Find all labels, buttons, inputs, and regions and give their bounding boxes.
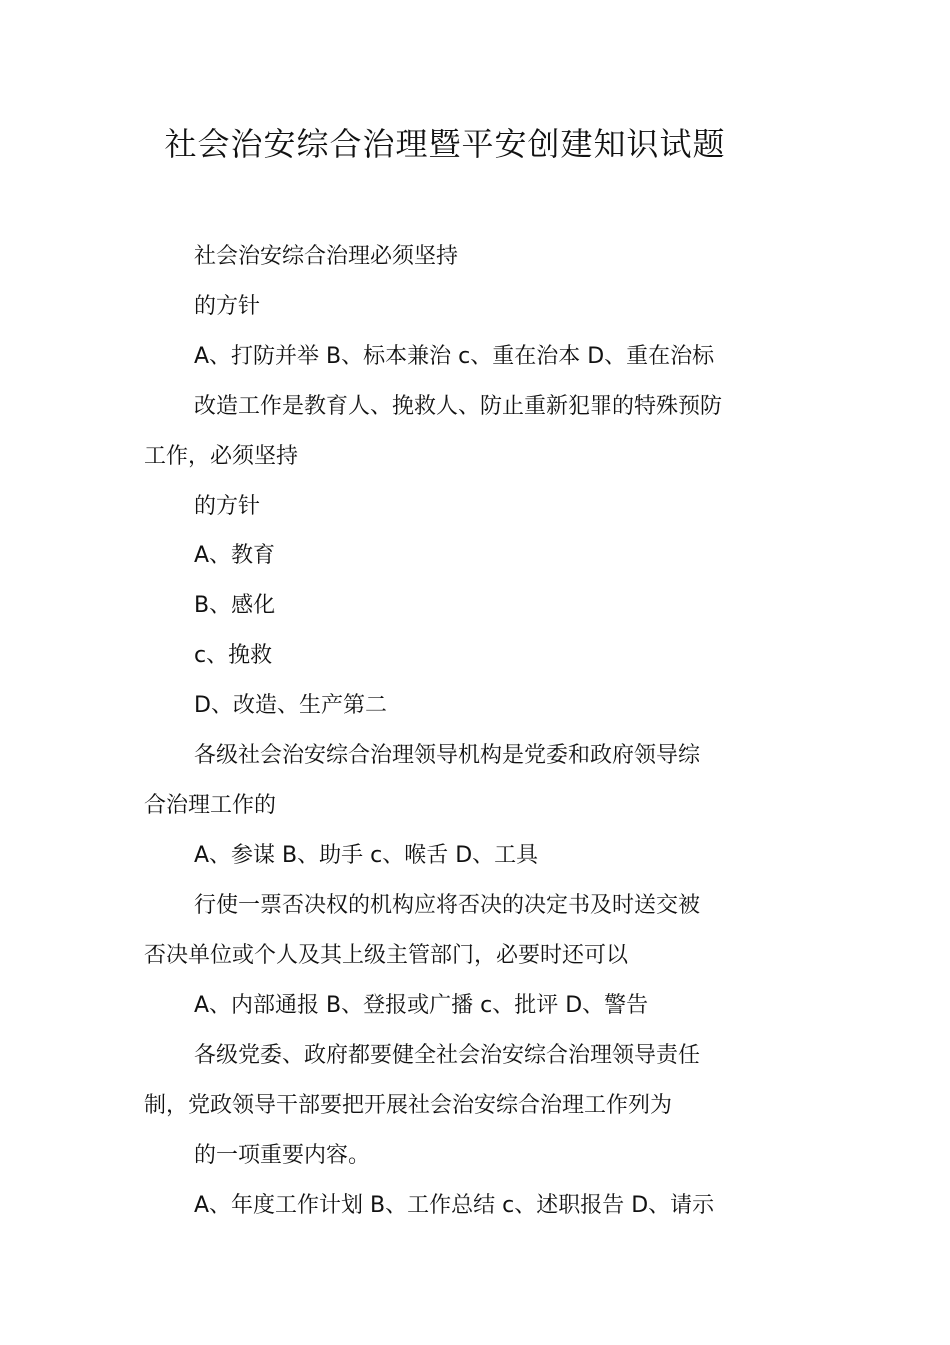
question-2-option-c: c、挽救 — [194, 643, 273, 668]
question-4-options: A、内部通报 B、登报或广播 c、批评 D、警告 — [194, 993, 649, 1018]
question-2-option-a: A、教育 — [194, 543, 276, 568]
question-5-text-end: 的一项重要内容。 — [194, 1143, 371, 1168]
document-title: 社会治安综合治理暨平安创建知识试题 — [164, 125, 726, 163]
question-2-text-end: 的方针 — [194, 494, 261, 519]
question-4-text: 行使一票否决权的机构应将否决的决定书及时送交被 — [194, 893, 701, 918]
question-2-text-cont: 工作，必须坚持 — [144, 444, 299, 469]
question-5-text: 各级党委、政府都要健全社会治安综合治理领导责任 — [194, 1043, 701, 1068]
question-5-text-cont: 制，党政领导干部要把开展社会治安综合治理工作列为 — [144, 1093, 673, 1118]
question-3-text: 各级社会治安综合治理领导机构是党委和政府领导综 — [194, 743, 701, 768]
question-2-option-d: D、改造、生产第二 — [194, 693, 387, 718]
question-5-options: A、年度工作计划 B、工作总结 c、述职报告 D、请示 — [194, 1193, 715, 1218]
question-3-options: A、参谋 B、助手 c、喉舌 D、工具 — [194, 843, 539, 868]
question-3-text-cont: 合治理工作的 — [144, 793, 277, 818]
question-1-text-cont: 的方针 — [194, 294, 261, 319]
question-2-option-b: B、感化 — [194, 593, 276, 618]
question-2-text: 改造工作是教育人、挽救人、防止重新犯罪的特殊预防 — [194, 394, 723, 419]
question-4-text-cont: 否决单位或个人及其上级主管部门，必要时还可以 — [144, 943, 629, 968]
question-1-text: 社会治安综合治理必须坚持 — [194, 244, 459, 269]
question-1-options: A、打防并举 B、标本兼治 c、重在治本 D、重在治标 — [194, 344, 715, 369]
